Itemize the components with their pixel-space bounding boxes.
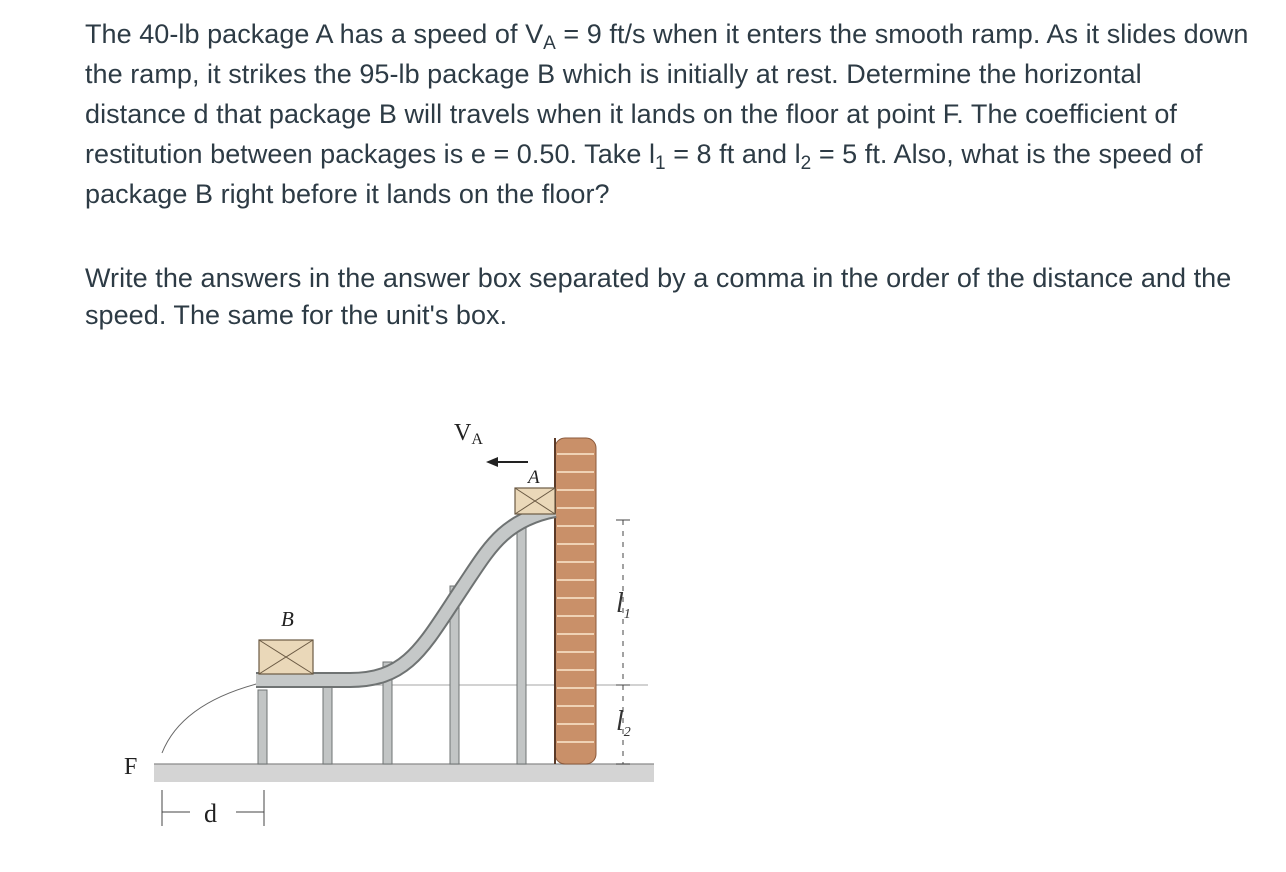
- label-l2: $l_2$: [616, 706, 631, 740]
- trajectory-arc: [162, 682, 264, 753]
- label-b: B: [281, 607, 294, 631]
- problem-statement: [85, 14, 1250, 334]
- subscript: 1: [655, 153, 666, 174]
- label-l1: $l_1$: [616, 588, 631, 622]
- floor: [154, 764, 654, 782]
- package-b: [259, 640, 313, 674]
- subscript: A: [543, 33, 556, 54]
- package-a: [515, 488, 555, 514]
- problem-paragraph: [85, 14, 1250, 214]
- label-f: F: [124, 754, 138, 780]
- label-a: A: [528, 467, 540, 488]
- problem-text: = 5 ft. Also, what is the speed of package B right before it lands on the floor?: [85, 139, 1203, 209]
- instructions-paragraph: Write the answers in the answer box separated by a comma in the order of the distance and the speed. The same for the unit's box.: [85, 263, 1232, 330]
- brick-wall: [555, 438, 596, 764]
- label-va: VA: [454, 420, 483, 448]
- label-d: d: [204, 799, 217, 828]
- problem-text: = 8 ft and l: [665, 139, 801, 169]
- subscript: 2: [800, 153, 812, 174]
- problem-text: = 9 ft/s when it enters the smooth ramp. As it slides down the ramp, it strikes the 95-lb package B which is initially at rest. Determine the horizontal distance d that package B will travels when it lands on the floor at point F. The coefficient of restitution between packages is e = 0.50. Take l: [85, 19, 1249, 169]
- ramp-figure: [118, 412, 663, 842]
- problem-text: The 40-lb package A has a speed of V: [85, 19, 544, 49]
